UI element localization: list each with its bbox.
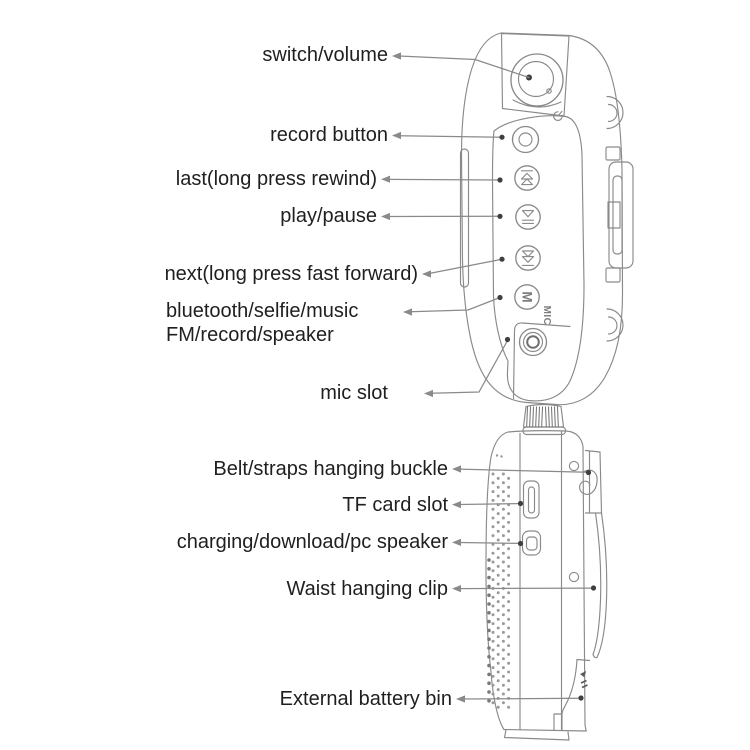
callout-dot [505,337,510,342]
callout-dot [499,135,504,140]
previous-track-icon [522,171,533,185]
label-waist-clip: Waist hanging clip [286,578,448,600]
volume-knob-side [523,405,566,435]
last-button [515,166,539,190]
callout-mode-button [403,295,503,316]
callout-last-button [381,176,503,183]
label-mode-line1: bluetooth/selfie/music [166,300,359,322]
tf-card-slot-part [524,481,540,518]
face-edge-lines [520,432,562,731]
callout-record-button [392,132,505,140]
play-pause-button [516,205,540,229]
callout-line [399,56,529,78]
callout-line [459,504,520,505]
callout-play-pause [381,213,503,220]
knob-knurling [527,407,559,427]
usb-port [523,531,541,555]
next-button [516,246,540,270]
screw-hole-top [569,461,578,470]
callout-dot [497,295,502,300]
label-belt-buckle: Belt/straps hanging buckle [213,458,448,480]
label-mode-line2: FM/record/speaker [166,324,334,346]
callout-switch-volume [392,52,529,77]
label-charging-port: charging/download/pc speaker [176,531,448,553]
label-record-button: record button [270,124,388,146]
callout-line [388,179,500,180]
label-play-pause: play/pause [280,205,377,227]
screw-hole-bottom [569,572,578,581]
callout-charging-port [452,539,523,546]
label-switch-volume: switch/volume [262,44,388,66]
callout-mic-slot [424,337,510,397]
mode-button [515,285,539,309]
mode-button-label: M [519,291,535,303]
device-body-top-view [462,33,623,405]
play-pause-icon [523,211,534,224]
volume-knob [511,54,563,107]
callout-line [459,543,521,544]
base-foot [505,730,570,740]
label-next-button: next(long press fast forward) [164,263,418,285]
waist-clip-arm [593,513,607,658]
callout-waist-clip [452,585,596,592]
strap-loop-top [607,97,623,129]
callout-dot [499,257,504,262]
callout-line [459,469,588,472]
callout-dot [586,470,591,475]
back-clip-top-view [606,147,633,282]
record-button [513,127,539,153]
battery-marking [580,671,588,688]
record-icon [519,133,532,146]
front-control-panel [493,116,585,401]
label-tf-card-slot: TF card slot [342,494,448,516]
label-battery-bin: External battery bin [279,688,452,710]
label-last-button: last(long press rewind) [175,168,377,190]
callout-line [410,298,500,312]
callout-line [431,341,508,394]
callout-dot [518,541,523,546]
callout-dot [518,501,523,506]
callout-dot [497,214,502,219]
callout-dot [497,177,502,182]
side-view-device [486,405,607,741]
callout-belt-buckle [452,465,591,475]
top-view-device [461,33,634,405]
callout-line [399,136,502,138]
label-mic-slot: mic slot [320,382,388,404]
mic-jack [520,329,547,356]
callout-line [429,259,502,273]
mic-engraving: MIC [541,305,552,326]
next-track-icon [523,251,534,265]
callout-line [463,698,581,699]
callout-dot [591,585,596,590]
callout-line [459,588,593,589]
label-mode-button [166,299,358,347]
callout-dot [578,695,583,700]
